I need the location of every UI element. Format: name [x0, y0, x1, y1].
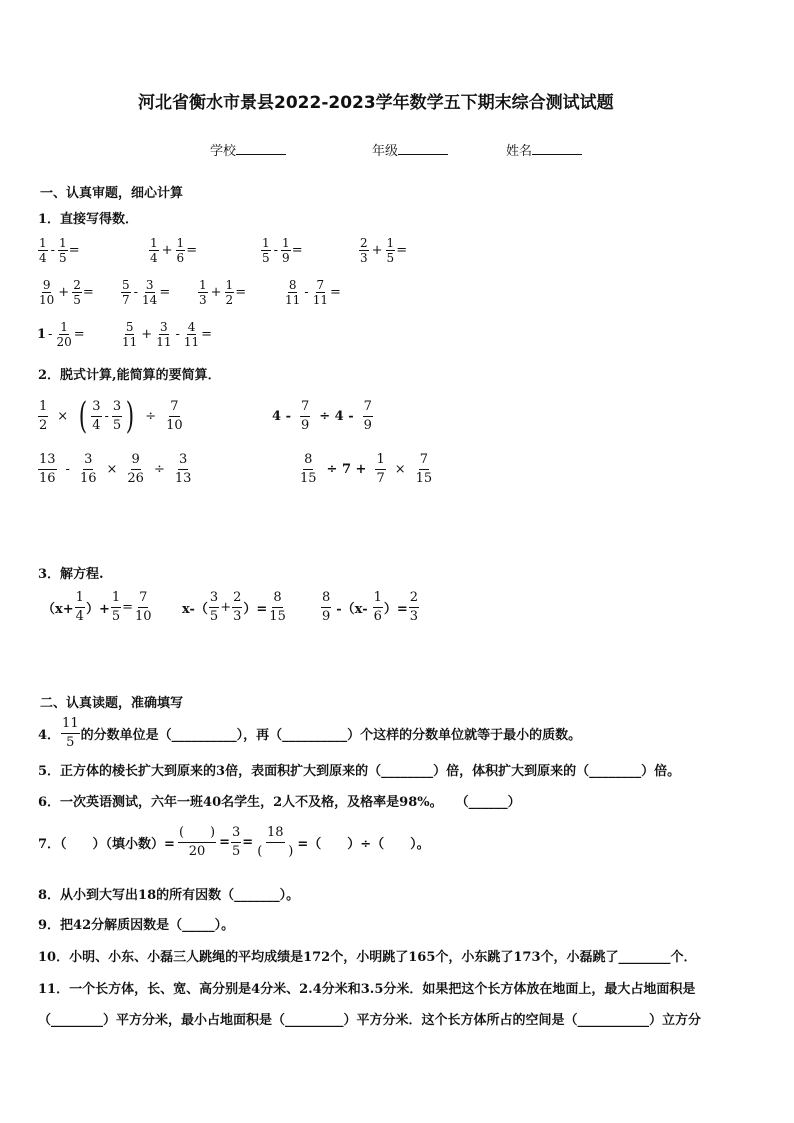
fraction: $\frac{3}{11}$ [156, 320, 172, 349]
q4: 4． $\frac{11}{5}$ 的分数单位是（__________），再（__________）个这样的分数单位就等于最小的质数。 [38, 716, 582, 750]
fraction: $\frac{18}{( )}$ [257, 825, 294, 859]
fraction: $\frac{7}{11}$ [312, 278, 328, 307]
fraction: $\frac{2}{3}$ [233, 590, 242, 624]
fraction: $\frac{7}{15}$ [415, 452, 433, 486]
fraction: $\frac{2}{3}$ [409, 590, 419, 624]
q11-line-2: （________）平方分米，最小占地面积是（_________）平方分米．这个长方体所占的空间是（___________）立方分 [38, 1013, 702, 1028]
q3-equation-3: $\frac{8}{9}$ -（x- $\frac{1}{6}$ ）= $\frac{2}{3}$ [322, 590, 419, 624]
name-field[interactable] [506, 140, 582, 159]
q5: 5．正方体的棱长扩大到原来的3倍，表面积扩大到原来的（________）倍，体积扩大到原来的（________）倍。 [38, 764, 681, 779]
fraction: $\frac{3}{4}$ [92, 399, 101, 433]
fraction: $\frac{8}{11}$ [285, 278, 301, 307]
name-label: 姓名 [506, 144, 533, 159]
section2-heading: 二、认真读题，准确填写 [40, 696, 184, 711]
page-title: 河北省衡水市景县2022-2023学年数学五下期末综合测试试题 [138, 93, 614, 113]
q3-equation-2: x-（ $\frac{3}{5}$ + $\frac{2}{3}$ ）= $\frac{8}{15}$ [182, 590, 286, 624]
q7: 7．（ ）（填小数）= $\frac{( )}{20}$ = $\frac{3}{5}$ = $\frac{18}{( )}$ =（ ）÷（ ）。 [38, 825, 430, 859]
q1-item-1: $\frac{1}{4}$ - $\frac{1}{5}$ = [39, 236, 80, 265]
fraction: $\frac{5}{11}$ [122, 320, 138, 349]
name-blank[interactable] [532, 154, 582, 155]
fraction: $\frac{1}{7}$ [376, 452, 385, 486]
fraction: $\frac{8}{9}$ [322, 590, 331, 624]
q2-label: 2．脱式计算,能简算的要简算． [38, 368, 221, 383]
q1-item-6: $\frac{5}{7}$ - $\frac{3}{14}$ = [122, 278, 171, 307]
q2-expr-1: $\frac{1}{2}$ × ( $\frac{3}{4}$ - $\frac{3}{5}$ ) ÷ $\frac{7}{10}$ [39, 395, 183, 437]
fraction: $\frac{1}{6}$ [176, 236, 185, 265]
fraction: $\frac{13}{16}$ [39, 452, 56, 486]
fraction: $\frac{3}{16}$ [79, 452, 97, 486]
fraction: $\frac{5}{7}$ [122, 278, 130, 307]
section1-heading: 一、认真审题，细心计算 [40, 186, 184, 201]
fraction: $\frac{( )}{20}$ [178, 825, 216, 859]
fraction: $\frac{4}{11}$ [183, 320, 200, 349]
fraction: $\frac{9}{10}$ [39, 278, 55, 307]
fraction: $\frac{7}{10}$ [166, 399, 183, 433]
fraction: $\frac{3}{5}$ [112, 399, 122, 433]
q1-item-3: $\frac{1}{5}$ - $\frac{1}{9}$ = [262, 236, 303, 265]
q3-label: 3．解方程. [38, 567, 104, 582]
fraction: $\frac{1}{4}$ [39, 236, 47, 265]
fraction: $\frac{11}{5}$ [62, 716, 79, 750]
q1-item-2: $\frac{1}{4}$ + $\frac{1}{6}$ = [150, 236, 198, 265]
q3-equation-1: （x+ $\frac{1}{4}$ ）+ $\frac{1}{5}$ = $\frac{7}{10}$ [42, 590, 152, 624]
q1-item-10: $\frac{5}{11}$ + $\frac{3}{11}$ - $\frac{4}{11}$ = [122, 320, 213, 349]
q2-expr-3: $\frac{13}{16}$ - $\frac{3}{16}$ × $\frac{9}{26}$ ÷ $\frac{3}{13}$ [39, 452, 192, 486]
school-field[interactable] [210, 140, 286, 159]
q1-item-9: 1 - $\frac{1}{20}$ = [37, 320, 85, 349]
grade-label: 年级 [372, 144, 399, 159]
fraction: $\frac{1}{6}$ [373, 590, 382, 624]
fraction: $\frac{8}{15}$ [300, 452, 317, 486]
fraction: $\frac{1}{5}$ [262, 236, 270, 265]
fraction: $\frac{1}{4}$ [150, 236, 158, 265]
fraction: $\frac{7}{10}$ [135, 590, 152, 624]
q1-item-8: $\frac{8}{11}$ - $\frac{7}{11}$ = [285, 278, 341, 307]
q10: 10．小明、小东、小磊三人跳绳的平均成绩是172个，小明跳了165个，小东跳了173个，小磊跳了________个． [38, 950, 697, 965]
school-label: 学校 [210, 144, 237, 159]
fraction: $\frac{3}{13}$ [174, 452, 192, 486]
fraction: $\frac{2}{3}$ [360, 236, 368, 265]
q1-item-5: $\frac{9}{10}$ + $\frac{2}{5}$ = [39, 278, 94, 307]
grade-field[interactable] [372, 140, 448, 159]
q1-item-4: $\frac{2}{3}$ + $\frac{1}{5}$ = [360, 236, 408, 265]
fraction: $\frac{1}{5}$ [59, 236, 67, 265]
q2-expr-4: $\frac{8}{15}$ ÷ 7 + $\frac{1}{7}$ × $\frac{7}{15}$ [300, 452, 433, 486]
q11-line-1: 11．一个长方体，长、宽、高分别是4分米、2.4分米和3.5分米．如果把这个长方体放在地面上，最大占地面积是 [38, 982, 696, 997]
q2-expr-2: 4 - $\frac{7}{9}$ ÷ 4 - $\frac{7}{9}$ [272, 399, 372, 433]
q9: 9．把42分解质因数是（_____）。 [38, 918, 235, 933]
fraction: $\frac{1}{2}$ [39, 399, 48, 433]
grade-blank[interactable] [398, 154, 448, 155]
fraction: $\frac{2}{5}$ [73, 278, 81, 307]
fraction: $\frac{3}{5}$ [232, 825, 241, 859]
fraction: $\frac{1}{4}$ [75, 590, 84, 624]
fraction: $\frac{9}{26}$ [127, 452, 144, 486]
fraction: $\frac{7}{9}$ [363, 399, 372, 433]
fraction: $\frac{1}{5}$ [386, 236, 395, 265]
school-blank[interactable] [236, 154, 286, 155]
fraction: $\frac{1}{20}$ [56, 320, 72, 349]
fraction: $\frac{1}{9}$ [282, 236, 290, 265]
fraction: $\frac{1}{3}$ [199, 278, 207, 307]
q8: 8．从小到大写出18的所有因数（_______）。 [38, 888, 300, 903]
fraction: $\frac{7}{9}$ [300, 399, 310, 433]
q1-item-7: $\frac{1}{3}$ + $\frac{1}{2}$ = [199, 278, 247, 307]
fraction: $\frac{3}{5}$ [209, 590, 219, 624]
fraction: $\frac{1}{2}$ [225, 278, 234, 307]
fraction: $\frac{8}{15}$ [269, 590, 286, 624]
fraction: $\frac{3}{14}$ [142, 278, 158, 307]
fraction: $\frac{1}{5}$ [111, 590, 121, 624]
q1-label: 1．直接写得数． [38, 212, 139, 227]
q6: 6．一次英语测试，六年一班40名学生，2人不及格，及格率是98%。 （______） [38, 795, 521, 810]
